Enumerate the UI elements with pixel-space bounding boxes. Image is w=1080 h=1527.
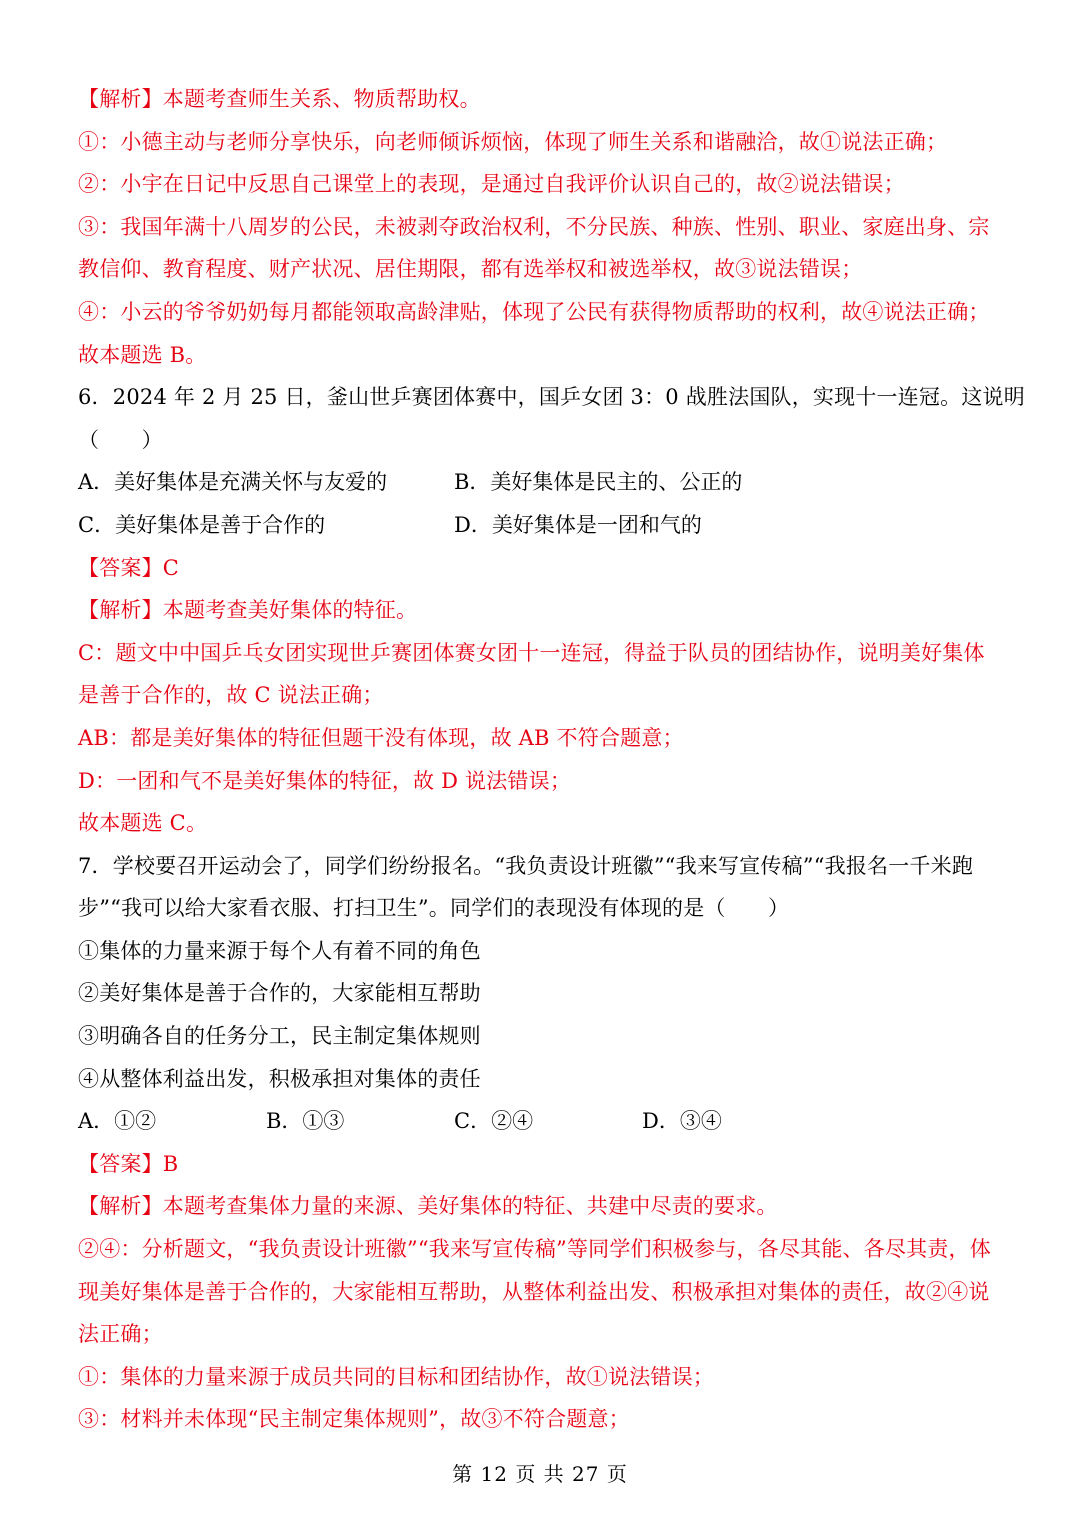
question-7-statement: ④从整体利益出发，积极承担对集体的责任	[78, 1066, 481, 1091]
analysis-line: ③：材料并未体现“民主制定集体规则”，故③不符合题意；	[78, 1407, 630, 1432]
option-a: A．美好集体是充满关怀与友爱的	[78, 470, 388, 495]
option-a: A．①②	[78, 1109, 157, 1134]
analysis-line: 法正确；	[78, 1322, 163, 1347]
question-6-stem: 6．2024 年 2 月 25 日，釜山世乒赛团体赛中，国乒女团 3：0 战胜法国队，实现十一连冠。这说明	[78, 385, 1025, 410]
option-b: B．美好集体是民主的、公正的	[454, 470, 743, 495]
question-7-options-row	[78, 1100, 1008, 1143]
analysis-line: ③：我国年满十八周岁的公民，未被剥夺政治权利，不分民族、种族、性别、职业、家庭出身、宗	[78, 214, 990, 239]
question-7-stem-cont: 步”“我可以给大家看衣服、打扫卫生”。同学们的表现没有体现的是（ ）	[78, 896, 790, 921]
analysis-conclusion: 故本题选 C。	[78, 811, 208, 836]
analysis-conclusion: 故本题选 B。	[78, 342, 207, 367]
analysis-heading: 【解析】本题考查师生关系、物质帮助权。	[78, 87, 481, 111]
option-c: C．②④	[454, 1109, 534, 1134]
question-6-blank: （ ）	[78, 427, 163, 452]
analysis-heading: 【解析】本题考查集体力量的来源、美好集体的特征、共建中尽责的要求。	[78, 1194, 778, 1219]
analysis-line: AB：都是美好集体的特征但题干没有体现，故 AB 不符合题意；	[78, 725, 684, 750]
analysis-line: 教信仰、教育程度、财产状况、居住期限，都有选举权和被选举权，故③说法错误；	[78, 257, 863, 282]
analysis-line: ④：小云的爷爷奶奶每月都能领取高龄津贴，体现了公民有获得物质帮助的权利，故④说法正确；	[78, 299, 990, 324]
analysis-line: ①：集体的力量来源于成员共同的目标和团结协作，故①说法错误；	[78, 1364, 714, 1389]
option-b: B．①③	[266, 1109, 345, 1134]
question-7-answer: 【答案】B	[78, 1151, 179, 1176]
page-content	[78, 78, 1025, 1441]
question-7-statement: ②美好集体是善于合作的，大家能相互帮助	[78, 981, 481, 1006]
option-d: D．③④	[642, 1109, 722, 1134]
page-number-footer: 第 12 页 共 27 页	[452, 1462, 628, 1486]
analysis-line: 是善于合作的，故 C 说法正确；	[78, 683, 384, 708]
analysis-line: D：一团和气不是美好集体的特征，故 D 说法错误；	[78, 768, 572, 793]
analysis-heading: 【解析】本题考查美好集体的特征。	[78, 598, 418, 623]
analysis-line: ①：小德主动与老师分享快乐，向老师倾诉烦恼，体现了师生关系和谐融洽，故①说法正确；	[78, 129, 948, 154]
analysis-line: ②④：分析题文，“我负责设计班徽”“我来写宣传稿”等同学们积极参与，各尽其能、各尽其责，体	[78, 1237, 991, 1262]
question-7-statement: ①集体的力量来源于每个人有着不同的角色	[78, 938, 481, 963]
option-d: D．美好集体是一团和气的	[454, 512, 702, 537]
question-6-options-row-2	[78, 504, 1008, 547]
question-7-statement: ③明确各自的任务分工，民主制定集体规则	[78, 1024, 481, 1049]
analysis-line: ②：小宇在日记中反思自己课堂上的表现，是通过自我评价认识自己的，故②说法错误；	[78, 172, 905, 197]
option-c: C．美好集体是善于合作的	[78, 512, 326, 537]
question-6-options-row-1	[78, 461, 1008, 504]
analysis-line: C：题文中中国乒乓女团实现世乒赛团体赛女团十一连冠，得益于队员的团结协作，说明美好集体	[78, 640, 985, 665]
question-6-answer: 【答案】C	[78, 555, 180, 580]
question-7-stem: 7．学校要召开运动会了，同学们纷纷报名。“我负责设计班徽”“我来写宣传稿”“我报名一千米跑	[78, 853, 974, 878]
analysis-line: 现美好集体是善于合作的，大家能相互帮助，从整体利益出发、积极承担对集体的责任，故②④说	[78, 1279, 990, 1304]
